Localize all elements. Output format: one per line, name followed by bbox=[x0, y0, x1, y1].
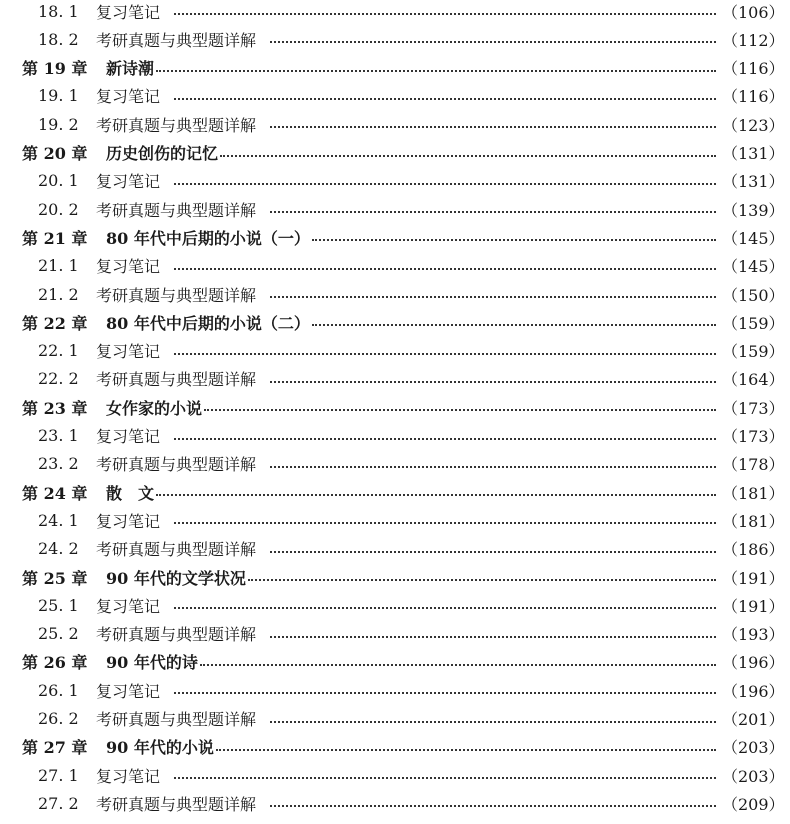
section-title: 考研真题与典型题详解 bbox=[96, 370, 257, 390]
section-title: 考研真题与典型题详解 bbox=[96, 30, 257, 50]
toc-chapter-row[interactable] bbox=[0, 563, 790, 591]
section-title: 复习笔记 bbox=[96, 257, 161, 277]
page-number: （106） bbox=[722, 2, 785, 22]
page-number: （201） bbox=[722, 710, 785, 729]
dot-leader bbox=[174, 607, 716, 609]
chapter-number: 第 26 章 bbox=[22, 653, 88, 673]
section-title: 考研真题与典型题详解 bbox=[96, 115, 257, 135]
section-title: 考研真题与典型题详解 bbox=[96, 625, 257, 645]
chapter-title: 历史创伤的记忆 bbox=[106, 144, 219, 163]
toc-section-row[interactable] bbox=[0, 167, 790, 195]
dot-leader bbox=[270, 721, 716, 723]
page-number: （159） bbox=[722, 313, 785, 333]
dot-leader bbox=[174, 183, 716, 185]
page-number: （191） bbox=[722, 568, 785, 588]
chapter-number: 第 21 章 bbox=[22, 228, 88, 248]
dot-leader bbox=[174, 438, 716, 440]
page-number: （173） bbox=[722, 427, 785, 446]
section-number: 24. 1 bbox=[38, 510, 79, 530]
section-title: 考研真题与典型题详解 bbox=[96, 285, 257, 305]
toc-section-row[interactable] bbox=[0, 0, 790, 25]
toc-section-row[interactable] bbox=[0, 82, 790, 110]
toc-section-row[interactable] bbox=[0, 591, 790, 619]
section-title: 考研真题与典型题详解 bbox=[96, 540, 257, 560]
section-title: 考研真题与典型题详解 bbox=[96, 455, 257, 475]
page-number: （116） bbox=[722, 87, 785, 107]
page-number: （112） bbox=[722, 30, 785, 50]
dot-leader bbox=[270, 551, 716, 553]
dot-leader bbox=[248, 579, 716, 581]
section-number: 19. 1 bbox=[38, 86, 79, 106]
toc-chapter-row[interactable] bbox=[0, 139, 790, 167]
page-number: （116） bbox=[722, 59, 785, 79]
dot-leader bbox=[174, 522, 716, 524]
chapter-title: 散 文 bbox=[106, 483, 155, 503]
toc-section-row[interactable] bbox=[0, 252, 790, 280]
section-number: 18. 2 bbox=[38, 29, 79, 49]
toc-section-row[interactable] bbox=[0, 110, 790, 138]
section-number: 19. 2 bbox=[38, 114, 79, 134]
chapter-number: 第 22 章 bbox=[22, 313, 88, 333]
section-title: 复习笔记 bbox=[96, 766, 161, 786]
section-title: 复习笔记 bbox=[96, 172, 161, 192]
section-title: 复习笔记 bbox=[96, 87, 161, 107]
dot-leader bbox=[270, 381, 716, 383]
dot-leader bbox=[156, 494, 716, 496]
toc-section-row[interactable] bbox=[0, 280, 790, 308]
section-number: 23. 2 bbox=[38, 454, 79, 474]
page-number: （123） bbox=[722, 115, 785, 135]
section-number: 25. 1 bbox=[38, 595, 79, 615]
page-number: （139） bbox=[722, 200, 785, 220]
dot-leader bbox=[174, 353, 716, 355]
page-number: （164） bbox=[722, 370, 785, 390]
page-number: （186） bbox=[722, 540, 785, 560]
dot-leader bbox=[174, 692, 716, 694]
section-number: 25. 2 bbox=[38, 624, 79, 644]
chapter-title: 女作家的小说 bbox=[106, 398, 203, 418]
section-title: 复习笔记 bbox=[96, 342, 161, 362]
section-title: 考研真题与典型题详解 bbox=[96, 200, 257, 220]
dot-leader bbox=[174, 777, 716, 779]
section-number: 20. 2 bbox=[38, 199, 79, 219]
chapter-title: 80 年代中后期的小说（二） bbox=[106, 313, 310, 333]
page-number: （159） bbox=[722, 342, 785, 362]
toc-section-row[interactable] bbox=[0, 25, 790, 53]
toc-section-row[interactable] bbox=[0, 789, 790, 817]
section-number: 22. 2 bbox=[38, 369, 79, 389]
section-number: 27. 1 bbox=[38, 765, 79, 785]
page-number: （191） bbox=[722, 596, 785, 616]
toc-section-row[interactable] bbox=[0, 337, 790, 365]
toc-chapter-row[interactable] bbox=[0, 308, 790, 336]
section-number: 23. 1 bbox=[38, 426, 79, 445]
page-number: （131） bbox=[722, 172, 785, 192]
section-title: 复习笔记 bbox=[96, 681, 161, 701]
section-title: 复习笔记 bbox=[96, 2, 161, 22]
chapter-title: 90 年代的诗 bbox=[106, 653, 198, 673]
toc-section-row[interactable] bbox=[0, 761, 790, 789]
toc-section-row[interactable] bbox=[0, 620, 790, 648]
dot-leader bbox=[270, 805, 716, 807]
page-number: （203） bbox=[722, 766, 785, 786]
toc-section-row[interactable] bbox=[0, 705, 790, 733]
chapter-title: 新诗潮 bbox=[106, 59, 155, 79]
toc-section-row[interactable] bbox=[0, 676, 790, 704]
section-title: 复习笔记 bbox=[96, 427, 161, 446]
section-number: 20. 1 bbox=[38, 171, 79, 191]
toc-section-row[interactable] bbox=[0, 535, 790, 563]
page-number: （196） bbox=[722, 653, 785, 673]
section-number: 21. 2 bbox=[38, 284, 79, 304]
toc-chapter-row[interactable] bbox=[0, 54, 790, 82]
dot-leader bbox=[156, 70, 716, 72]
dot-leader bbox=[204, 409, 716, 411]
dot-leader bbox=[174, 13, 716, 15]
chapter-number: 第 19 章 bbox=[22, 59, 88, 79]
page-number: （145） bbox=[722, 228, 785, 248]
section-number: 26. 2 bbox=[38, 709, 79, 728]
dot-leader bbox=[220, 155, 716, 157]
chapter-number: 第 25 章 bbox=[22, 568, 88, 588]
chapter-number: 第 27 章 bbox=[22, 738, 88, 758]
toc-section-row[interactable] bbox=[0, 422, 790, 450]
dot-leader bbox=[174, 98, 716, 100]
dot-leader bbox=[270, 126, 716, 128]
dot-leader bbox=[312, 324, 716, 326]
dot-leader bbox=[174, 268, 716, 270]
page-number: （193） bbox=[722, 625, 785, 645]
dot-leader bbox=[312, 239, 716, 241]
chapter-title: 90 年代的小说 bbox=[106, 738, 214, 758]
toc-section-row[interactable] bbox=[0, 506, 790, 534]
toc-chapter-row[interactable] bbox=[0, 733, 790, 761]
toc-chapter-row[interactable] bbox=[0, 393, 790, 421]
toc-section-row[interactable] bbox=[0, 450, 790, 478]
chapter-number: 第 23 章 bbox=[22, 398, 88, 418]
page-number: （203） bbox=[722, 738, 785, 758]
dot-leader bbox=[216, 749, 716, 751]
dot-leader bbox=[270, 466, 716, 468]
page-number: （145） bbox=[722, 257, 785, 277]
chapter-title: 80 年代中后期的小说（一） bbox=[106, 228, 310, 248]
dot-leader bbox=[270, 296, 716, 298]
chapter-number: 第 20 章 bbox=[22, 144, 88, 163]
chapter-number: 第 24 章 bbox=[22, 483, 88, 503]
toc-chapter-row[interactable] bbox=[0, 223, 790, 251]
section-number: 21. 1 bbox=[38, 256, 79, 276]
page-number: （150） bbox=[722, 285, 785, 305]
page-number: （131） bbox=[722, 144, 785, 163]
section-number: 22. 1 bbox=[38, 341, 79, 361]
page-number: （181） bbox=[722, 511, 785, 531]
page-number: （209） bbox=[722, 794, 785, 814]
page-number: （196） bbox=[722, 681, 785, 701]
dot-leader bbox=[270, 636, 716, 638]
section-title: 复习笔记 bbox=[96, 511, 161, 531]
chapter-title: 90 年代的文学状况 bbox=[106, 568, 246, 588]
toc-section-row[interactable] bbox=[0, 365, 790, 393]
page-number: （178） bbox=[722, 455, 785, 475]
section-title: 考研真题与典型题详解 bbox=[96, 710, 257, 729]
dot-leader bbox=[200, 664, 716, 666]
dot-leader bbox=[270, 211, 716, 213]
section-title: 考研真题与典型题详解 bbox=[96, 794, 257, 814]
page-number: （181） bbox=[722, 483, 785, 503]
toc-chapter-row[interactable] bbox=[0, 648, 790, 676]
dot-leader bbox=[270, 41, 716, 43]
section-number: 27. 2 bbox=[38, 793, 79, 813]
section-number: 26. 1 bbox=[38, 680, 79, 700]
page-number: （173） bbox=[722, 398, 785, 418]
section-number: 24. 2 bbox=[38, 539, 79, 559]
section-title: 复习笔记 bbox=[96, 596, 161, 616]
toc-chapter-row[interactable] bbox=[0, 478, 790, 506]
toc-section-row[interactable] bbox=[0, 195, 790, 223]
section-number: 18. 1 bbox=[38, 1, 79, 21]
